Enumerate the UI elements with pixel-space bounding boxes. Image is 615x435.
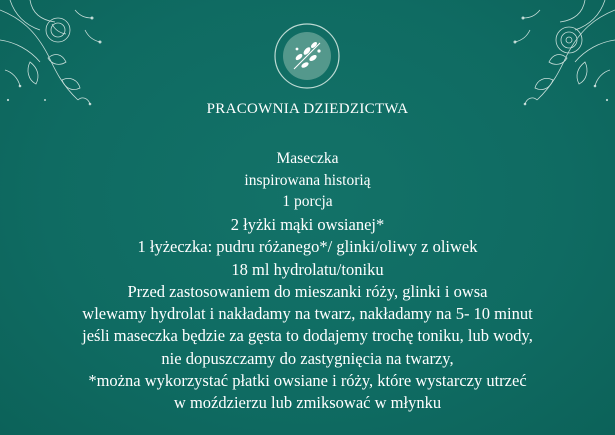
floral-corner-left-icon xyxy=(0,0,120,115)
ingredient-line: 2 łyżki mąki owsianej* xyxy=(230,215,385,234)
recipe-body xyxy=(0,214,615,415)
page-title: PRACOWNIA DZIEDZICTWA xyxy=(206,101,409,117)
instruction-line: jeśli maseczka będzie za gęsta to dodajemy trochę toniku, lub wody, xyxy=(82,326,533,346)
recipe-subtitle: inspirowana historią xyxy=(244,171,371,189)
recipe-name: Maseczka xyxy=(276,150,339,167)
recipe-portion: 1 porcja xyxy=(282,193,333,210)
instruction-line: nie dopuszczamy do zastygnięcia na twarzy, xyxy=(161,348,454,368)
instruction-line: wlewamy hydrolat i nakładamy na twarz, nakładamy na 5- 10 minut xyxy=(82,304,533,324)
instruction-line: Przed zastosowaniem do mieszanki róży, glinki i owsa xyxy=(127,281,488,301)
footnote-line: w moździerzu lub zmiksować w młynku xyxy=(173,393,442,413)
leaf-sprig-logo-icon xyxy=(272,21,342,91)
floral-corner-right-icon xyxy=(495,0,615,115)
ingredient-line: 18 ml hydrolatu/toniku xyxy=(231,259,384,279)
footnote-line: *można wykorzystać płatki owsiane i róży, które wystarczy utrzeć xyxy=(88,371,527,391)
recipe-heading xyxy=(0,148,615,213)
ingredient-line: 1 łyżeczka: pudru różanego*/ glinki/oliwy z oliwek xyxy=(137,237,478,257)
